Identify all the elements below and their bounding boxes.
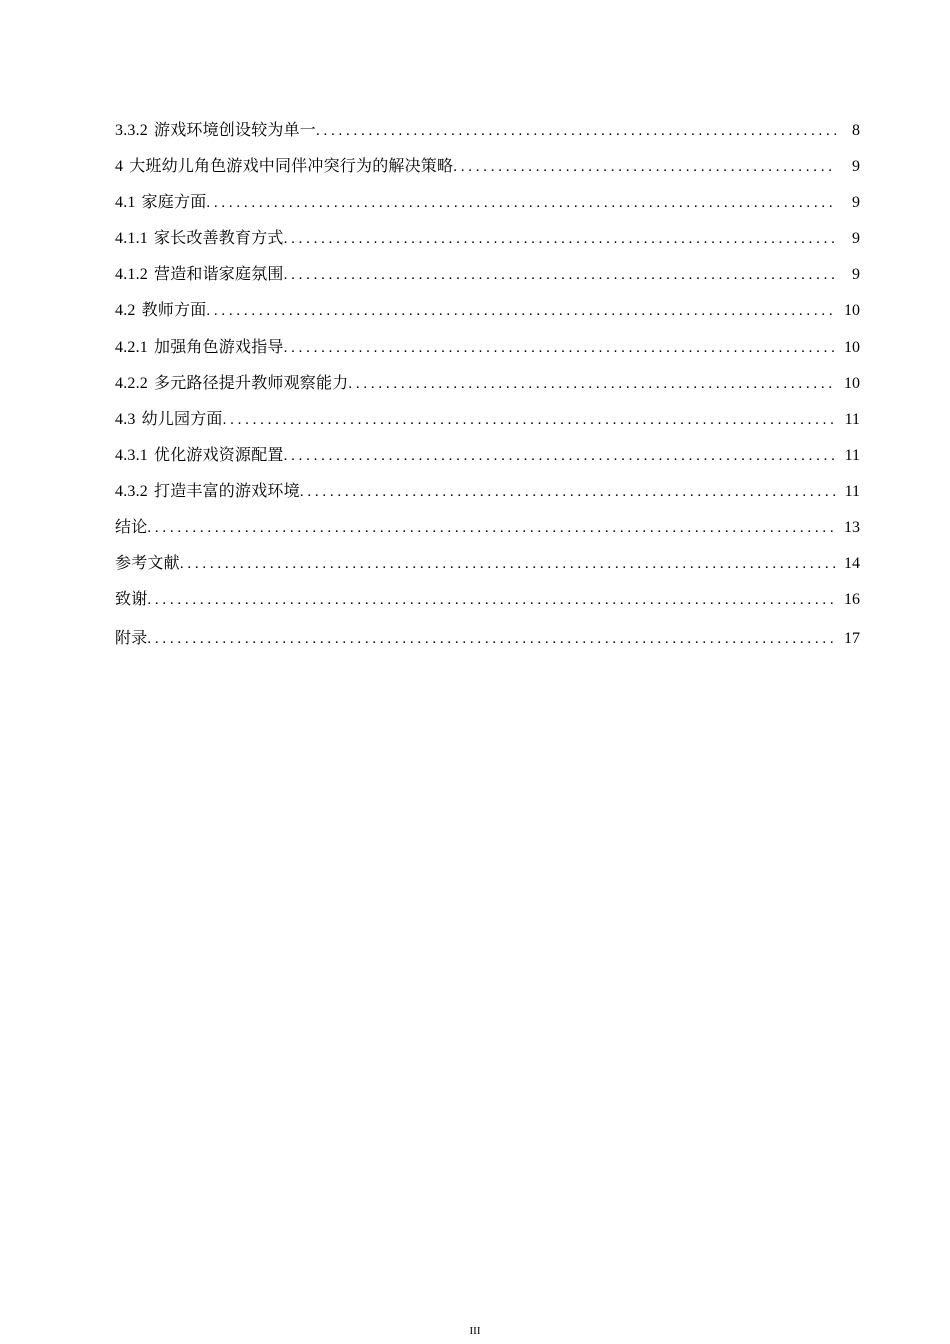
toc-entry[interactable]	[115, 153, 860, 189]
toc-entry-label	[115, 334, 284, 362]
toc-entry[interactable]	[115, 189, 860, 225]
toc-entry[interactable]	[115, 586, 860, 622]
toc-dot-leader	[147, 625, 836, 653]
table-of-contents	[115, 117, 860, 661]
toc-entry-number: 4.3.2	[115, 482, 148, 500]
toc-entry-number: 4.2.1	[115, 338, 148, 356]
toc-entry-label	[115, 370, 348, 398]
toc-entry-number: 4.3.1	[115, 446, 148, 464]
toc-entry-title: 家长改善教育方式	[154, 230, 284, 248]
toc-entry-page: 9	[852, 158, 860, 176]
toc-entry[interactable]	[115, 225, 860, 261]
toc-entry-page: 8	[852, 122, 860, 139]
toc-entry-page: 16	[844, 591, 860, 609]
toc-dot-leader	[348, 370, 836, 398]
toc-entry-label	[115, 514, 147, 542]
page-number: III	[469, 1325, 481, 1337]
toc-dot-leader	[284, 334, 836, 362]
toc-entry-title: 幼儿园方面	[141, 410, 223, 428]
toc-dot-leader	[147, 586, 836, 614]
toc-entry-label	[115, 478, 300, 506]
toc-entry-title: 游戏环境创设较为单一	[154, 122, 317, 139]
toc-entry[interactable]	[115, 442, 860, 478]
toc-entry-number: 4.1	[115, 194, 136, 212]
toc-entry[interactable]	[115, 261, 860, 297]
toc-entry[interactable]	[115, 370, 860, 406]
toc-entry[interactable]	[115, 514, 860, 550]
toc-entry-label	[115, 406, 223, 434]
toc-entry-label	[115, 261, 284, 289]
toc-dot-leader	[284, 225, 836, 253]
toc-entry-number: 4.1.1	[115, 230, 148, 248]
toc-dot-leader	[147, 514, 836, 542]
toc-dot-leader	[316, 117, 836, 145]
toc-entry-label	[115, 117, 316, 145]
toc-entry-title: 家庭方面	[141, 194, 207, 212]
toc-dot-leader	[453, 153, 836, 181]
toc-entry-title: 附录	[115, 630, 148, 648]
toc-entry-page: 11	[844, 482, 860, 500]
toc-entry-number: 4	[115, 158, 124, 176]
toc-dot-leader	[206, 297, 836, 325]
toc-entry-title: 打造丰富的游戏环境	[154, 482, 300, 500]
toc-entry-label	[115, 225, 284, 253]
toc-entry-page: 9	[852, 194, 860, 212]
toc-entry-label	[115, 153, 453, 181]
toc-entry-title: 优化游戏资源配置	[154, 446, 284, 464]
toc-entry-label	[115, 297, 206, 325]
toc-entry-page: 11	[844, 410, 860, 428]
toc-entry-number: 4.2	[115, 302, 136, 320]
toc-entry-page: 14	[844, 555, 860, 573]
toc-entry-title: 多元路径提升教师观察能力	[154, 374, 349, 392]
toc-dot-leader	[300, 478, 836, 506]
toc-entry-page: 11	[844, 446, 860, 464]
toc-entry-page: 10	[844, 374, 860, 392]
toc-dot-leader	[284, 261, 836, 289]
toc-entry-title: 加强角色游戏指导	[154, 338, 284, 356]
toc-entry-title: 参考文献	[115, 555, 180, 573]
toc-entry-label	[115, 189, 206, 217]
toc-entry-title: 大班幼儿角色游戏中同伴冲突行为的解决策略	[129, 158, 454, 176]
toc-entry-label	[115, 625, 147, 653]
toc-entry[interactable]	[115, 406, 860, 442]
toc-entry-number: 4.2.2	[115, 374, 148, 392]
toc-entry-page: 10	[844, 302, 860, 320]
toc-entry-title: 致谢	[115, 591, 148, 609]
toc-entry-title: 结论	[115, 519, 148, 537]
toc-entry-number: 4.3	[115, 410, 136, 428]
toc-entry-number: 3.3.2	[115, 122, 148, 139]
toc-entry[interactable]	[115, 297, 860, 333]
toc-entry-page: 9	[852, 230, 860, 248]
toc-dot-leader	[206, 189, 836, 217]
toc-entry-number: 4.1.2	[115, 266, 148, 284]
toc-dot-leader	[284, 442, 836, 470]
toc-entry-page: 10	[844, 338, 860, 356]
toc-entry-title: 教师方面	[141, 302, 207, 320]
toc-dot-leader	[223, 406, 836, 434]
toc-entry-page: 13	[844, 519, 860, 537]
toc-entry-label	[115, 586, 147, 614]
toc-entry-page: 9	[852, 266, 860, 284]
toc-entry[interactable]	[115, 625, 860, 661]
toc-entry-title: 营造和谐家庭氛围	[154, 266, 284, 284]
toc-entry[interactable]	[115, 550, 860, 586]
toc-dot-leader	[180, 550, 836, 578]
toc-entry[interactable]	[115, 334, 860, 370]
toc-entry-label	[115, 442, 284, 470]
toc-entry[interactable]	[115, 117, 860, 153]
toc-entry-page: 17	[844, 630, 860, 648]
toc-entry[interactable]	[115, 478, 860, 514]
toc-entry-label	[115, 550, 180, 578]
